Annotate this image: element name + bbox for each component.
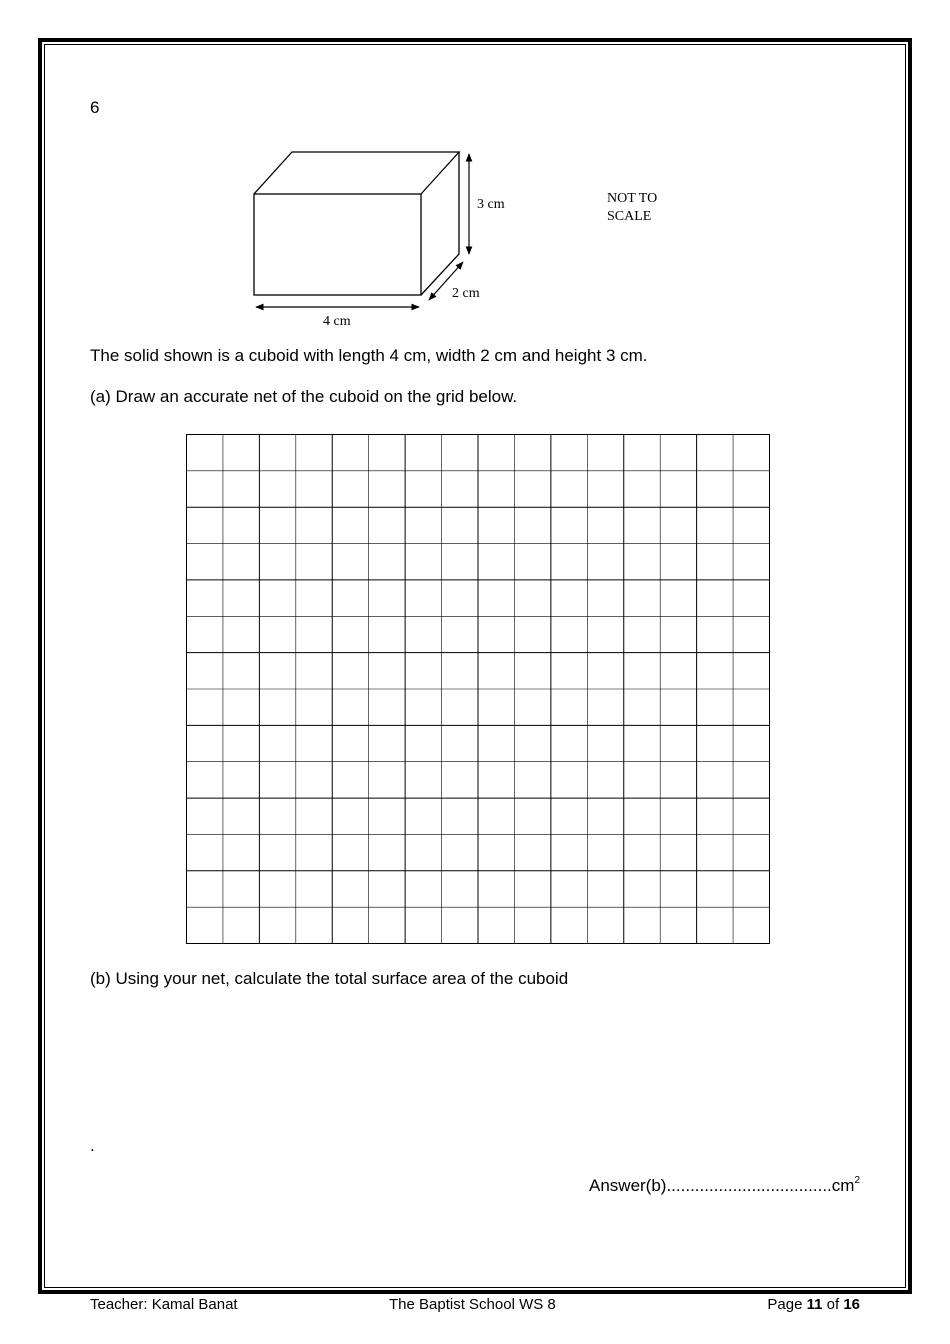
- answer-b-line[interactable]: Answer(b)...................................cm: [589, 1176, 855, 1195]
- dot-mark: .: [90, 1136, 95, 1155]
- question-intro: The solid shown is a cuboid with length 4 cm, width 2 cm and height 3 cm.: [90, 346, 648, 365]
- answer-grid[interactable]: [186, 434, 770, 944]
- footer-page-of: of: [826, 1296, 840, 1313]
- cuboid-figure: [240, 140, 700, 340]
- width-label: 2 cm: [452, 286, 480, 301]
- height-label: 3 cm: [477, 197, 505, 212]
- footer-teacher: Teacher: Kamal Banat: [90, 1296, 238, 1313]
- not-to-scale-line1: NOT TO: [607, 191, 658, 206]
- part-a-prompt: (a) Draw an accurate net of the cuboid on the grid below.: [90, 387, 518, 406]
- answer-unit-superscript: 2: [854, 1175, 860, 1186]
- footer-page-current: 11: [806, 1296, 823, 1313]
- footer-page-word: Page: [767, 1296, 803, 1313]
- answer-line: [589, 1176, 860, 1196]
- length-label: 4 cm: [323, 314, 351, 329]
- footer-page: [767, 1296, 860, 1313]
- part-b-prompt: (b) Using your net, calculate the total surface area of the cuboid: [90, 969, 569, 988]
- not-to-scale-line2: SCALE: [607, 209, 652, 224]
- question-number: 6: [90, 98, 100, 117]
- footer-school: The Baptist School WS 8: [389, 1296, 556, 1313]
- footer-page-total: 16: [843, 1296, 860, 1313]
- cuboid-shape: [254, 152, 459, 295]
